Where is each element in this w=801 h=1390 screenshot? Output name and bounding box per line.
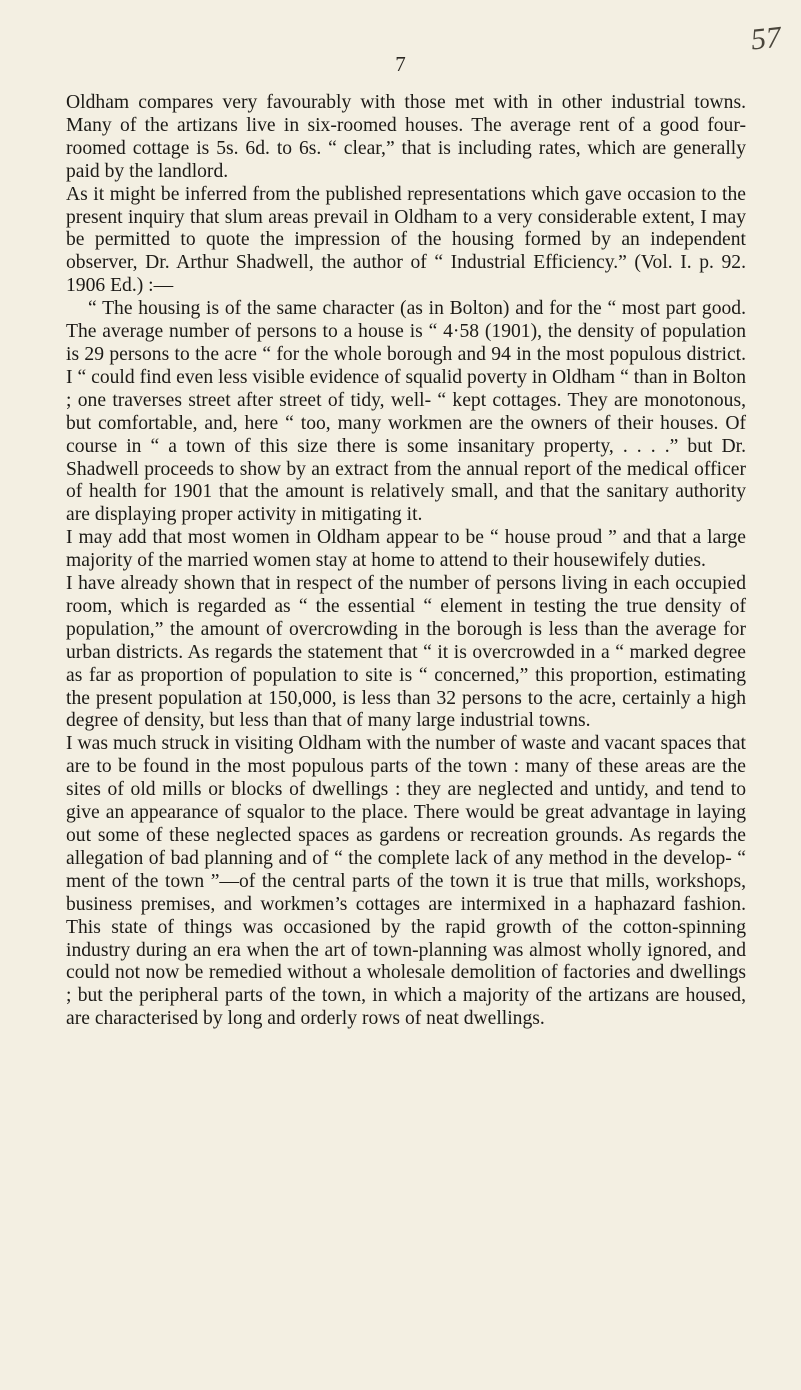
paragraph-overcrowding: I have already shown that in respect of the number of persons living in each occupied room, which is regarded as “ the essential “ element in testing the true density of population,” the amount of overcrowding in the borough is less than the average for urban districts. As regards the statement that “ it is overcrowded in a “ marked degree as far as proportion of population to site is “ concerned,” this proportion, estimating the present population at 150,000, is less than 32 persons to the acre, certainly a high degree of density, but less than that of many large industrial towns. — [66, 573, 746, 732]
paragraph-housing-rents: Oldham compares very favourably with those met with in other industrial towns. Many of the artizans live in six-roomed houses. The average rent of a good four-roomed cottage is 5s. 6d. to 6s. “ clear,” that is including rates, which are generally paid by the landlord. — [66, 92, 746, 182]
paragraph-house-proud: I may add that most women in Oldham appear to be “ house proud ” and that a large majority of the married women stay at home to attend to their housewifely duties. — [66, 527, 746, 572]
paragraph-slum-inquiry: As it might be inferred from the published representations which gave occasion to the present inquiry that slum areas prevail in Oldham to a very considerable extent, I may be permitted to quote the impression of the housing formed by an independent observer, Dr. Arthur Shadwell, the author of “ Industrial Efficiency.” (Vol. I. p. 92. 1906 Ed.) :— — [66, 183, 746, 297]
body-text — [66, 92, 746, 1031]
page-number: 7 — [395, 52, 406, 76]
paragraph-shadwell-quote: “ The housing is of the same character (as in Bolton) and for the “ most part good. The average number of persons to a house is “ 4·58 (1901), the density of population is 29 persons to the acre “ for the whole borough and 94 in the most populous district. I “ could find even less visible evidence of squalid poverty in Oldham “ than in Bolton ; one traverses street after street of tidy, well- “ kept cottages. They are monotonous, but comfortable, and, here “ too, many workmen are the owners of their houses. Of course in “ a town of this size there is some insanitary property, . . . .” but Dr. Shadwell proceeds to show by an extract from the annual report of the medical officer of health for 1901 that the amount is relatively small, and that the sanitary authority are displaying proper activity in mitigating it. — [66, 298, 746, 526]
paragraph-vacant-spaces: I was much struck in visiting Oldham with the number of waste and vacant spaces that are to be found in the most populous parts of the town : many of these areas are the sites of old mills or blocks of dwellings : they are neglected and untidy, and tend to give an appearance of squalor to the place. There would be great advantage in laying out some of these neglected spaces as gardens or recreation grounds. As regards the allegation of bad planning and of “ the complete lack of any method in the develop- “ ment of the town ”—of the central parts of the town it is true that mills, workshops, business premises, and workmen’s cottages are intermixed in a haphazard fashion. This state of things was occasioned by the rapid growth of the cotton-spinning industry during an era when the art of town-planning was almost wholly ignored, and could not now be remedied without a wholesale demolition of factories and dwellings ; but the peripheral parts of the town, in which a majority of the artizans are housed, are characterised by long and orderly rows of neat dwellings. — [66, 733, 746, 1030]
margin-annotation: 57 — [749, 20, 783, 57]
